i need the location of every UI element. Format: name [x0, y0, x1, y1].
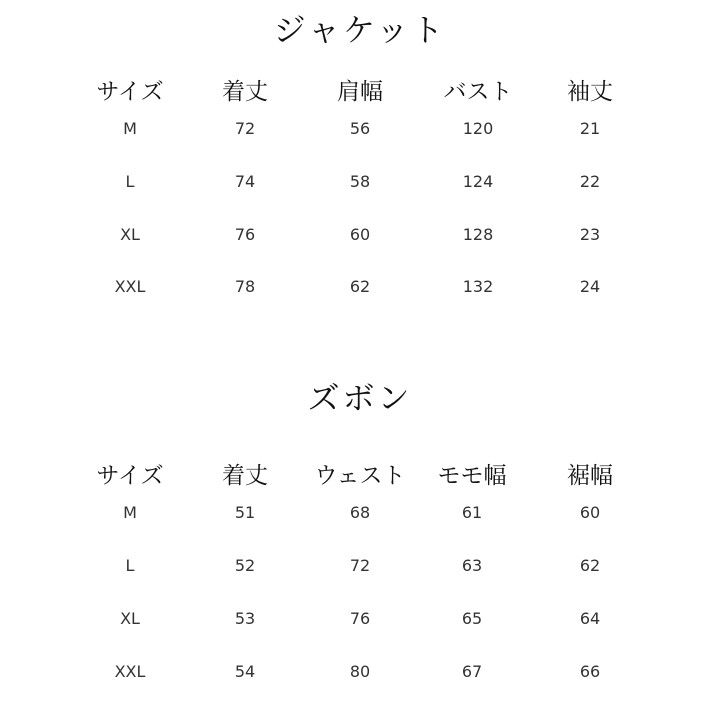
jacket-cell-size: XXL: [114, 277, 146, 296]
pants-cell-size: XL: [120, 609, 140, 628]
pants-cell-waist: 72: [349, 556, 371, 575]
jacket-cell-length: 74: [234, 172, 256, 191]
jacket-cell-size: L: [125, 172, 135, 191]
jacket-cell-shoulder: 58: [349, 172, 371, 191]
pants-cell-length: 53: [234, 609, 256, 628]
jacket-cell-size: XL: [120, 225, 140, 244]
jacket-cell-shoulder: 62: [349, 277, 371, 296]
jacket-cell-sleeve: 22: [579, 172, 601, 191]
jacket-cell-length: 72: [234, 119, 256, 138]
pants-header-size: サイズ: [96, 463, 164, 489]
jacket-title: ジャケット: [273, 11, 447, 49]
jacket-header-shoulder: 肩幅: [337, 79, 383, 105]
pants-title: ズボン: [307, 379, 413, 417]
jacket-cell-bust: 120: [462, 119, 494, 138]
jacket-cell-sleeve: 21: [579, 119, 601, 138]
jacket-cell-bust: 132: [462, 277, 494, 296]
pants-cell-thigh: 67: [461, 662, 483, 681]
pants-cell-length: 51: [234, 503, 256, 522]
jacket-cell-shoulder: 60: [349, 225, 371, 244]
jacket-cell-size: M: [123, 119, 137, 138]
pants-cell-hem: 62: [579, 556, 601, 575]
pants-cell-waist: 80: [349, 662, 371, 681]
pants-cell-length: 52: [234, 556, 256, 575]
jacket-header-size: サイズ: [96, 79, 164, 105]
pants-cell-waist: 68: [349, 503, 371, 522]
pants-cell-hem: 66: [579, 662, 601, 681]
jacket-header-sleeve: 袖丈: [567, 79, 613, 105]
jacket-cell-sleeve: 23: [579, 225, 601, 244]
jacket-cell-shoulder: 56: [349, 119, 371, 138]
pants-cell-hem: 64: [579, 609, 601, 628]
pants-cell-thigh: 61: [461, 503, 483, 522]
jacket-cell-bust: 128: [462, 225, 494, 244]
pants-header-hem: 裾幅: [567, 463, 613, 489]
pants-cell-thigh: 65: [461, 609, 483, 628]
jacket-cell-length: 78: [234, 277, 256, 296]
jacket-cell-bust: 124: [462, 172, 494, 191]
pants-cell-size: M: [123, 503, 137, 522]
pants-header-length: 着丈: [222, 463, 268, 489]
pants-cell-hem: 60: [579, 503, 601, 522]
pants-cell-size: XXL: [114, 662, 146, 681]
jacket-header-bust: バスト: [443, 79, 513, 105]
jacket-cell-sleeve: 24: [579, 277, 601, 296]
pants-header-waist: ウェスト: [314, 463, 406, 489]
pants-header-thigh: モモ幅: [437, 463, 507, 489]
pants-cell-thigh: 63: [461, 556, 483, 575]
pants-cell-waist: 76: [349, 609, 371, 628]
jacket-header-length: 着丈: [222, 79, 268, 105]
pants-cell-length: 54: [234, 662, 256, 681]
pants-cell-size: L: [125, 556, 135, 575]
jacket-cell-length: 76: [234, 225, 256, 244]
